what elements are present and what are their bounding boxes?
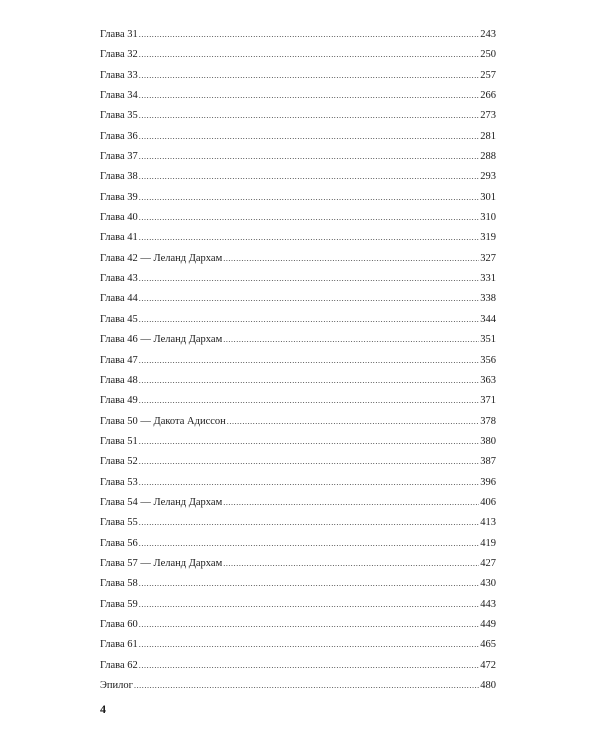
toc-entry-page: 465 [480, 639, 496, 651]
toc-entry-leader-dots [139, 167, 479, 187]
toc-entry-leader-dots [139, 656, 479, 676]
toc-entry-page: 243 [480, 29, 496, 40]
page-number: 4 [100, 702, 106, 716]
toc-entry-page: 338 [480, 293, 496, 305]
toc-entry[interactable] [100, 473, 496, 493]
toc-entry-leader-dots [139, 188, 479, 208]
toc-entry-title: Глава 41 [100, 232, 138, 244]
toc-entry[interactable] [100, 635, 496, 655]
toc-entry-title: Глава 40 [100, 212, 138, 224]
toc-entry-leader-dots [139, 371, 479, 391]
toc-entry[interactable] [100, 45, 496, 65]
toc-entry[interactable] [100, 493, 496, 513]
toc-entry[interactable] [100, 188, 496, 208]
toc-entry-page: 351 [480, 334, 496, 346]
toc-entry-title: Глава 31 [100, 29, 138, 40]
toc-entry-title: Глава 33 [100, 69, 138, 81]
toc-entry-leader-dots [223, 330, 479, 350]
toc-entry[interactable] [100, 167, 496, 187]
toc-entry-title: Глава 59 [100, 598, 138, 610]
toc-entry-title: Глава 45 [100, 313, 138, 325]
toc-entry-leader-dots [139, 310, 479, 330]
toc-entry-title: Глава 39 [100, 191, 138, 203]
toc-entry-title: Глава 57 — Леланд Дархам [100, 557, 223, 569]
toc-entry-title: Глава 47 [100, 354, 138, 366]
toc-entry-title: Глава 49 [100, 395, 138, 407]
toc-entry-page: 363 [480, 374, 496, 386]
toc-entry-title: Эпилог [100, 680, 133, 691]
toc-entry[interactable] [100, 513, 496, 533]
toc-entry[interactable] [100, 249, 496, 269]
toc-entry-page: 273 [480, 110, 496, 122]
toc-entry-title: Глава 38 [100, 171, 138, 183]
toc-entry-leader-dots [139, 127, 479, 147]
toc-entry-leader-dots [139, 351, 479, 371]
toc-entry-title: Глава 56 [100, 537, 138, 549]
toc-entry-leader-dots [139, 534, 479, 554]
toc-entry[interactable] [100, 391, 496, 411]
toc-entry-page: 380 [480, 435, 496, 447]
toc-entry-leader-dots [139, 473, 479, 493]
toc-entry-leader-dots [139, 228, 479, 248]
toc-entry-page: 344 [480, 313, 496, 325]
toc-entry-page: 406 [480, 496, 496, 508]
toc-entry[interactable] [100, 676, 496, 696]
toc-entry-leader-dots [139, 25, 479, 45]
toc-entry-title: Глава 60 [100, 618, 138, 630]
toc-entry-title: Глава 50 — Дакота Адиссон [100, 415, 226, 427]
toc-entry-page: 301 [480, 191, 496, 203]
toc-entry-title: Глава 58 [100, 578, 138, 590]
toc-entry-page: 371 [480, 395, 496, 407]
toc-entry-page: 257 [480, 69, 496, 81]
toc-entry-leader-dots [139, 574, 479, 594]
toc-entry[interactable] [100, 371, 496, 391]
toc-entry-leader-dots [139, 391, 479, 411]
toc-entry-page: 288 [480, 151, 496, 163]
toc-entry[interactable] [100, 25, 496, 45]
toc-entry-page: 319 [480, 232, 496, 244]
toc-entry-title: Глава 44 [100, 293, 138, 305]
toc-entry-leader-dots [139, 289, 479, 309]
toc-entry-leader-dots [139, 452, 479, 472]
toc-entry-leader-dots [223, 493, 479, 513]
toc-entry[interactable] [100, 554, 496, 574]
table-of-contents [100, 25, 496, 696]
toc-entry-leader-dots [139, 432, 479, 452]
toc-entry[interactable] [100, 289, 496, 309]
toc-entry-leader-dots [227, 412, 479, 432]
toc-entry-page: 449 [480, 618, 496, 630]
toc-entry-page: 387 [480, 456, 496, 468]
toc-entry-title: Глава 48 [100, 374, 138, 386]
toc-entry-page: 413 [480, 517, 496, 529]
toc-entry[interactable] [100, 228, 496, 248]
toc-entry[interactable] [100, 208, 496, 228]
toc-entry-page: 250 [480, 49, 496, 61]
toc-entry[interactable] [100, 534, 496, 554]
toc-entry-leader-dots [139, 86, 479, 106]
toc-entry-title: Глава 62 [100, 659, 138, 671]
toc-entry[interactable] [100, 330, 496, 350]
toc-entry-page: 472 [480, 659, 496, 671]
toc-entry-title: Глава 42 — Леланд Дархам [100, 252, 223, 264]
toc-entry-leader-dots [139, 66, 479, 86]
toc-entry-title: Глава 52 [100, 456, 138, 468]
toc-entry[interactable] [100, 310, 496, 330]
toc-entry-title: Глава 53 [100, 476, 138, 488]
toc-entry-leader-dots [139, 269, 479, 289]
toc-entry-title: Глава 32 [100, 49, 138, 61]
toc-entry-title: Глава 43 [100, 273, 138, 285]
toc-entry-page: 430 [480, 578, 496, 590]
toc-entry[interactable] [100, 147, 496, 167]
toc-entry-title: Глава 46 — Леланд Дархам [100, 334, 223, 346]
toc-entry-page: 419 [480, 537, 496, 549]
toc-entry-leader-dots [139, 615, 479, 635]
toc-entry-leader-dots [223, 554, 479, 574]
toc-entry-leader-dots [139, 45, 479, 65]
toc-entry-page: 327 [480, 252, 496, 264]
toc-entry-page: 427 [480, 557, 496, 569]
toc-entry-leader-dots [223, 249, 479, 269]
toc-entry-title: Глава 54 — Леланд Дархам [100, 496, 223, 508]
toc-entry[interactable] [100, 269, 496, 289]
toc-entry[interactable] [100, 106, 496, 126]
toc-entry[interactable] [100, 66, 496, 86]
toc-entry-title: Глава 61 [100, 639, 138, 651]
toc-entry[interactable] [100, 412, 496, 432]
toc-entry-title: Глава 37 [100, 151, 138, 163]
toc-entry-page: 281 [480, 130, 496, 142]
toc-entry-title: Глава 36 [100, 130, 138, 142]
toc-entry-leader-dots [139, 595, 479, 615]
toc-entry-leader-dots [139, 513, 479, 533]
toc-entry-leader-dots [139, 635, 479, 655]
toc-entry-leader-dots [134, 676, 479, 696]
toc-entry[interactable] [100, 432, 496, 452]
toc-entry-title: Глава 34 [100, 90, 138, 102]
toc-entry-title: Глава 35 [100, 110, 138, 122]
toc-entry[interactable] [100, 615, 496, 635]
toc-entry-page: 480 [480, 680, 496, 691]
toc-entry-page: 266 [480, 90, 496, 102]
toc-entry[interactable] [100, 595, 496, 615]
toc-entry-page: 310 [480, 212, 496, 224]
toc-entry[interactable] [100, 452, 496, 472]
toc-entry-title: Глава 55 [100, 517, 138, 529]
toc-entry[interactable] [100, 656, 496, 676]
toc-entry-leader-dots [139, 147, 479, 167]
toc-entry-page: 293 [480, 171, 496, 183]
toc-entry-page: 356 [480, 354, 496, 366]
toc-entry-page: 378 [480, 415, 496, 427]
toc-entry-title: Глава 51 [100, 435, 138, 447]
toc-entry-page: 396 [480, 476, 496, 488]
toc-entry-page: 331 [480, 273, 496, 285]
toc-entry-leader-dots [139, 106, 479, 126]
toc-entry[interactable] [100, 351, 496, 371]
toc-entry-leader-dots [139, 208, 479, 228]
toc-entry[interactable] [100, 574, 496, 594]
toc-entry[interactable] [100, 86, 496, 106]
toc-entry-page: 443 [480, 598, 496, 610]
toc-entry[interactable] [100, 127, 496, 147]
